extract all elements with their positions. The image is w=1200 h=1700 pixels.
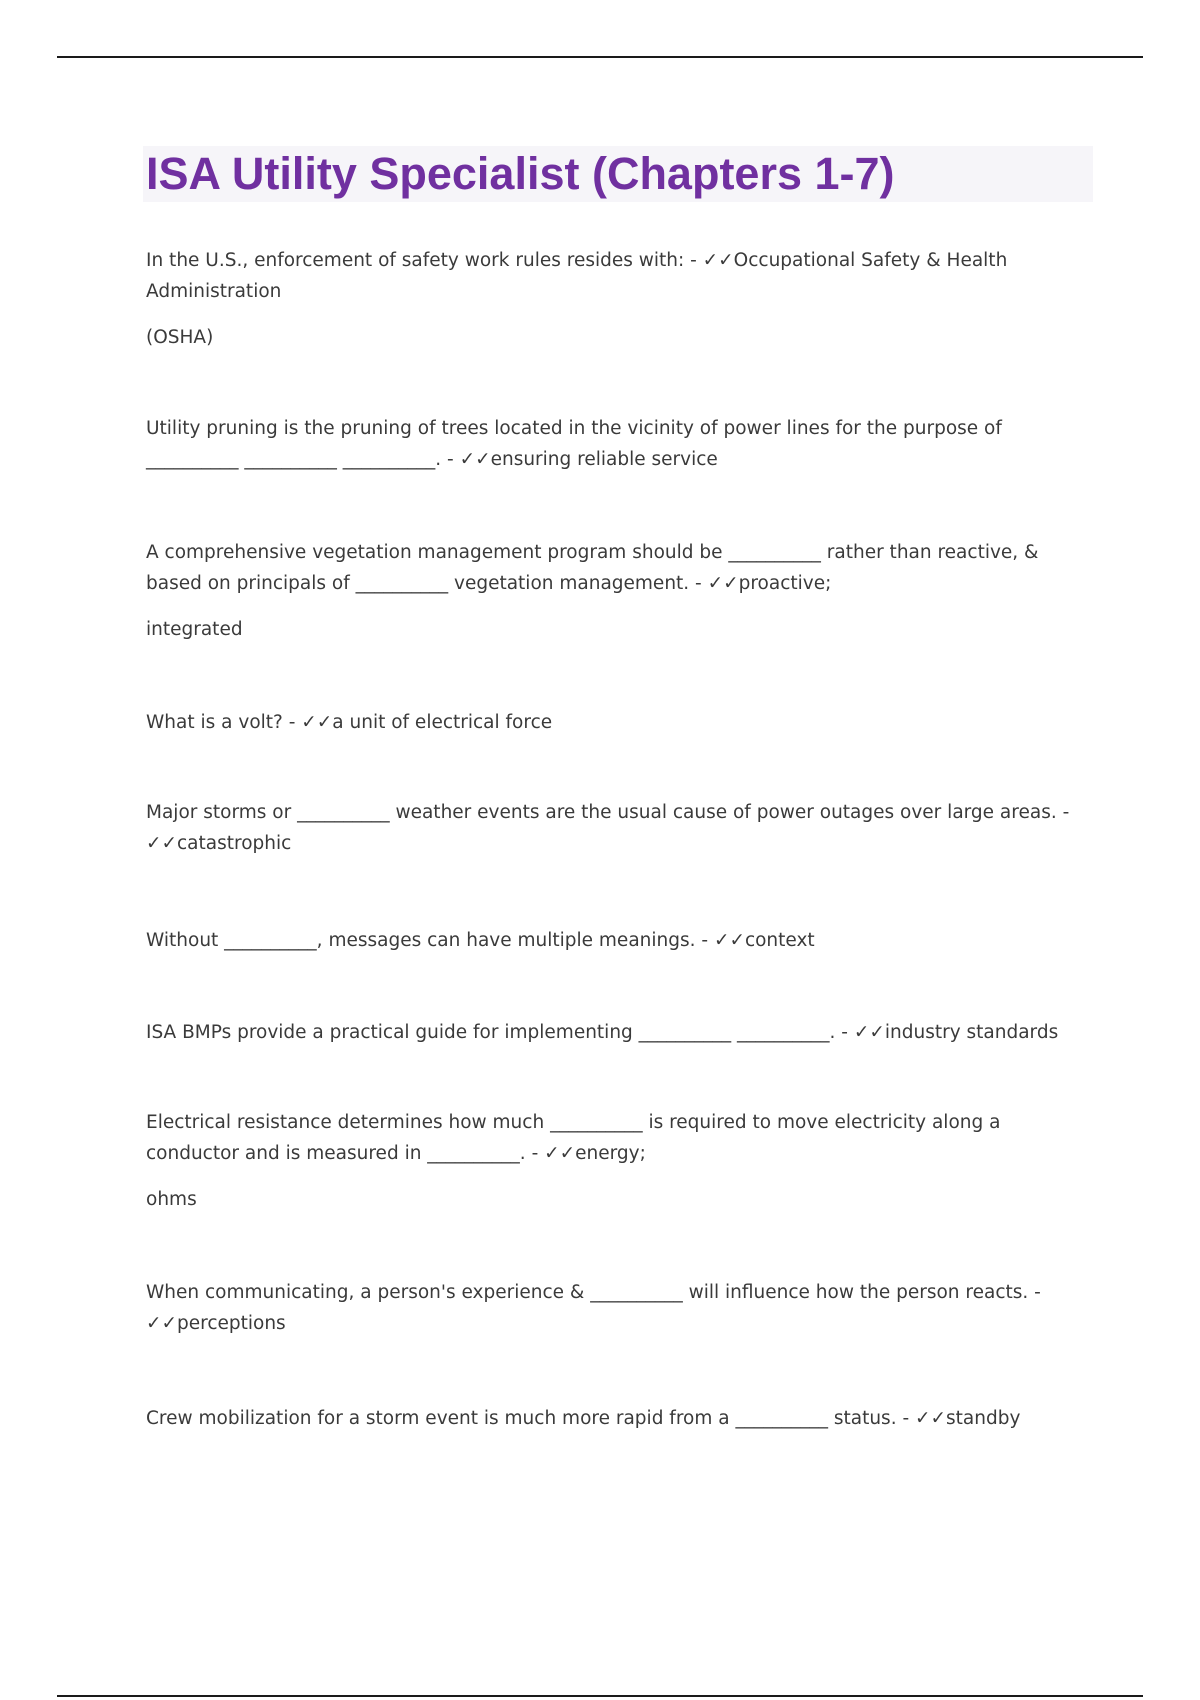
footer-rule <box>57 1695 1143 1697</box>
qa-text: ISA BMPs provide a practical guide for implementing __________ __________. - ✓✓industry standards <box>146 1022 1059 1043</box>
qa-text: Electrical resistance determines how much __________ is required to move electricity along a conductor and is measured in __________. - ✓✓energy; <box>146 1112 1001 1164</box>
qa-answer-continuation: (OSHA) <box>146 327 214 348</box>
qa-text: When communicating, a person's experience & __________ will influence how the person reacts. - ✓✓perceptions <box>146 1282 1041 1334</box>
qa-text: Utility pruning is the pruning of trees located in the vicinity of power lines for the purpose of __________ __________ __________. - ✓✓ensuring reliable service <box>146 418 1002 470</box>
qa-item-7 <box>146 1017 1096 1048</box>
qa-item-2 <box>146 413 1096 475</box>
qa-item-9 <box>146 1277 1096 1339</box>
qa-text: Major storms or __________ weather events are the usual cause of power outages over large areas. - ✓✓catastrophic <box>146 802 1070 854</box>
qa-item-8 <box>146 1107 1096 1215</box>
qa-item-1 <box>146 245 1096 353</box>
qa-answer-continuation: ohms <box>146 1189 197 1210</box>
qa-text: Without __________, messages can have multiple meanings. - ✓✓context <box>146 930 815 951</box>
qa-item-10 <box>146 1403 1096 1434</box>
qa-text: In the U.S., enforcement of safety work rules resides with: - ✓✓Occupational Safety & Health Administration <box>146 250 1008 302</box>
header-rule <box>57 56 1143 58</box>
qa-answer-continuation: integrated <box>146 619 243 640</box>
document-title: ISA Utility Specialist (Chapters 1-7) <box>146 148 895 199</box>
qa-text: A comprehensive vegetation management program should be __________ rather than reactive, & based on principals of __________ vegetation management. - ✓✓proactive; <box>146 542 1039 594</box>
qa-text: What is a volt? - ✓✓a unit of electrical force <box>146 712 553 733</box>
qa-item-5 <box>146 797 1096 859</box>
qa-item-3 <box>146 537 1096 645</box>
qa-item-6 <box>146 925 1096 956</box>
qa-item-4 <box>146 707 1096 738</box>
qa-text: Crew mobilization for a storm event is much more rapid from a __________ status. - ✓✓standby <box>146 1408 1021 1429</box>
